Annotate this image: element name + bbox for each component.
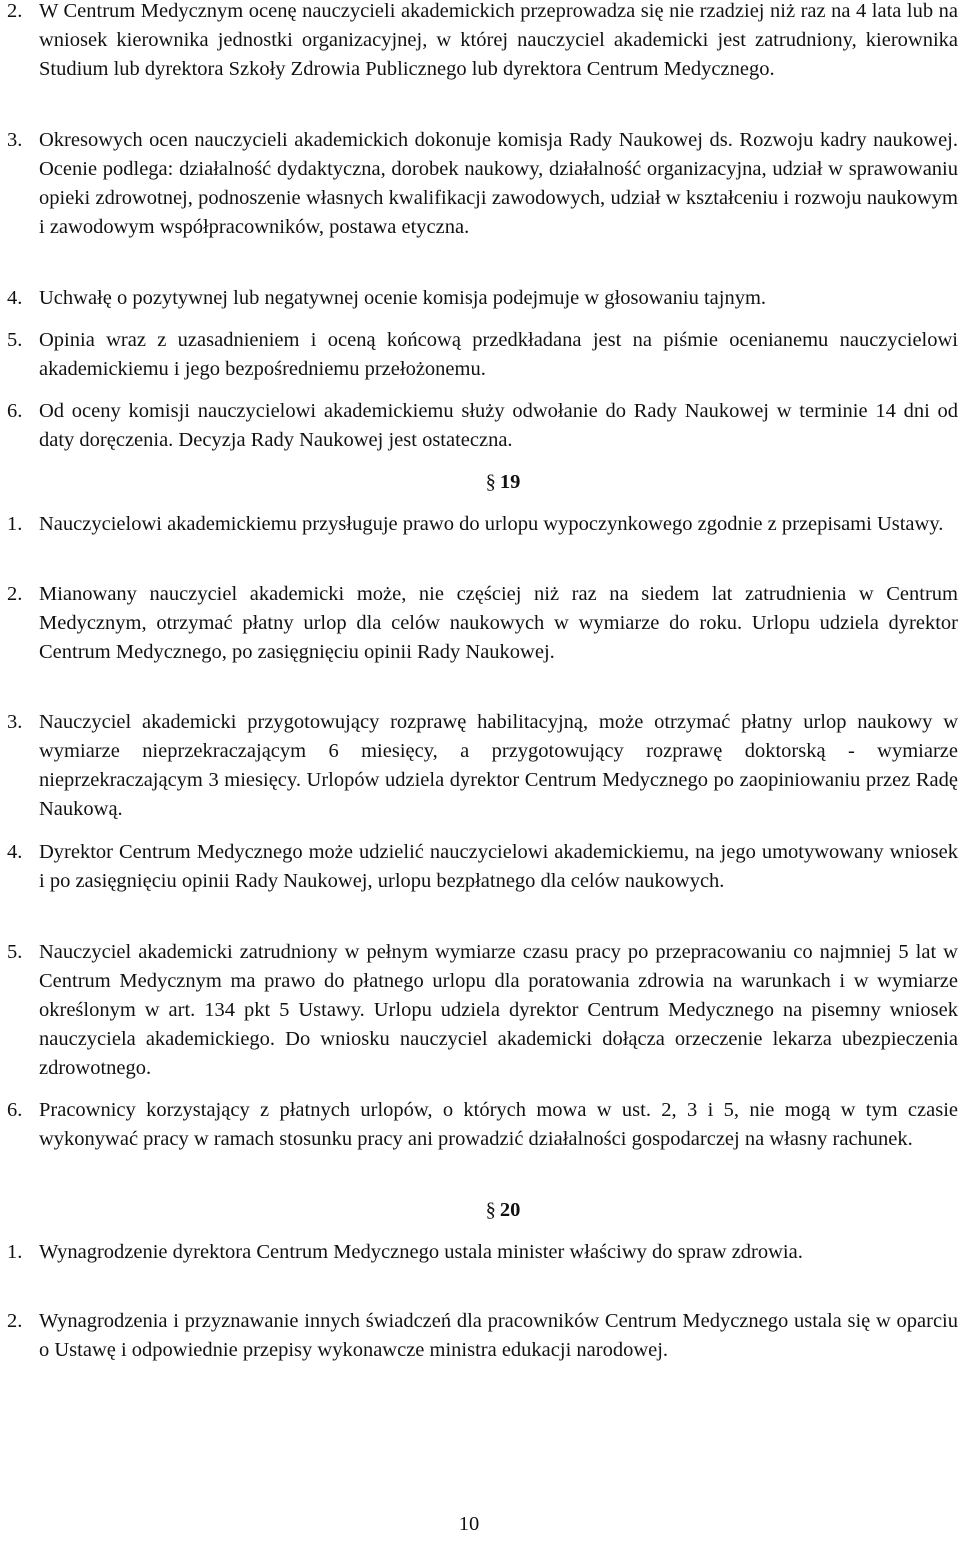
paragraph-number: 2. [7,583,23,605]
section-sign: § [485,471,496,493]
paragraph-text: Nauczyciel akademicki przygotowujący rozprawę habilitacyjną, może otrzymać płatny urlop naukowy w wymiarze nieprzekraczającym 6 miesięcy, a przygotowujący rozprawę doktorską - wymiarze nieprzekraczającym 3 miesięcy. Urlopów udziela dyrektor Centrum Medycznego po zaopiniowaniu przez Radę Naukową. [39,711,958,820]
paragraph-19-2 [0,580,958,667]
paragraph-number: 4. [7,841,23,863]
paragraph-text: Od oceny komisji nauczycielowi akademickiemu służy odwołanie do Rady Naukowej w terminie 14 dni od daty doręczenia. Decyzja Rady Naukowej jest ostateczna. [39,400,958,451]
section-sign: § [485,1199,496,1221]
page-number: 10 [458,1513,480,1535]
paragraph-number: 6. [7,1099,23,1121]
section-number: 20 [499,1199,521,1221]
paragraph-text: Nauczycielowi akademickiemu przysługuje prawo do urlopu wypoczynkowego zgodnie z przepisami Ustawy. [39,513,944,535]
paragraph-number: 1. [7,1241,23,1263]
paragraph-text: Wynagrodzenia i przyznawanie innych świadczeń dla pracowników Centrum Medycznego ustala się w oparciu o Ustawę i odpowiednie przepisy wykonawcze ministra edukacji narodowej. [39,1310,958,1361]
paragraph-6 [0,397,958,455]
paragraph-number: 4. [7,287,23,309]
paragraph-2 [0,0,958,84]
paragraph-text: W Centrum Medycznym ocenę nauczycieli akademickich przeprowadza się nie rzadziej niż raz na 4 lata lub na wniosek kierownika jednostki organizacyjnej, w której nauczyciel akademicki jest zatrudniony, kierownika Studium lub dyrektora Szkoły Zdrowia Publicznego lub dyrektora Centrum Medycznego. [39,0,958,80]
paragraph-number: 3. [7,711,23,733]
section-number: 19 [499,471,521,493]
paragraph-19-5 [0,938,958,1083]
paragraph-20-2 [0,1307,958,1365]
paragraph-number: 2. [7,0,23,22]
paragraph-3 [0,126,958,242]
section-heading-20 [0,1196,960,1225]
paragraph-text: Wynagrodzenie dyrektora Centrum Medycznego ustala minister właściwy do spraw zdrowia. [39,1241,803,1263]
paragraph-number: 1. [7,513,23,535]
paragraph-19-3 [0,708,958,824]
paragraph-text: Nauczyciel akademicki zatrudniony w pełnym wymiarze czasu pracy po przepracowaniu co najmniej 5 lat w Centrum Medycznym ma prawo do płatnego urlopu dla poratowania zdrowia na warunkach i w wymiarze określonym w art. 134 pkt 5 Ustawy. Urlopu udziela dyrektor Centrum Medycznego na pisemny wniosek nauczyciela akademickiego. Do wniosku nauczyciel akademicki dołącza orzeczenie lekarza ubezpieczenia zdrowotnego. [39,941,958,1079]
paragraph-text: Dyrektor Centrum Medycznego może udzielić nauczycielowi akademickiemu, na jego umotywowany wniosek i po zasięgnięciu opinii Rady Naukowej, urlopu bezpłatnego dla celów naukowych. [39,841,958,892]
section-heading-19 [0,468,960,497]
paragraph-text: Okresowych ocen nauczycieli akademickich dokonuje komisja Rady Naukowej ds. Rozwoju kadry naukowej. Ocenie podlega: działalność dydaktyczna, dorobek naukowy, działalność organizacyjna, udział w sprawowaniu opieki zdrowotnej, podnoszenie własnych kwalifikacji zawodowych, udział w kształceniu i rozwoju naukowym i zawodowym współpracowników, postawa etyczna. [39,129,958,238]
paragraph-text: Opinia wraz z uzasadnieniem i oceną końcową przedkładana jest na piśmie ocenianemu nauczycielowi akademickiemu i jego bezpośredniemu przełożonemu. [39,329,958,380]
paragraph-number: 3. [7,129,23,151]
paragraph-19-6 [0,1096,958,1154]
paragraph-number: 6. [7,400,23,422]
paragraph-number: 5. [7,941,23,963]
paragraph-text: Mianowany nauczyciel akademicki może, nie częściej niż raz na siedem lat zatrudnienia w Centrum Medycznym, otrzymać płatny urlop dla celów naukowych w wymiarze do roku. Urlopu udziela dyrektor Centrum Medycznego, po zasięgnięciu opinii Rady Naukowej. [39,583,958,663]
paragraph-19-4 [0,838,958,896]
paragraph-20-1 [0,1238,958,1267]
paragraph-text: Pracownicy korzystający z płatnych urlopów, o których mowa w ust. 2, 3 i 5, nie mogą w tym czasie wykonywać pracy w ramach stosunku pracy ani prowadzić działalności gospodarczej na własny rachunek. [39,1099,958,1150]
paragraph-text: Uchwałę o pozytywnej lub negatywnej ocenie komisja podejmuje w głosowaniu tajnym. [39,287,767,309]
paragraph-4 [0,284,958,313]
paragraph-5 [0,326,958,384]
paragraph-number: 2. [7,1310,23,1332]
paragraph-19-1 [0,510,958,539]
paragraph-number: 5. [7,329,23,351]
